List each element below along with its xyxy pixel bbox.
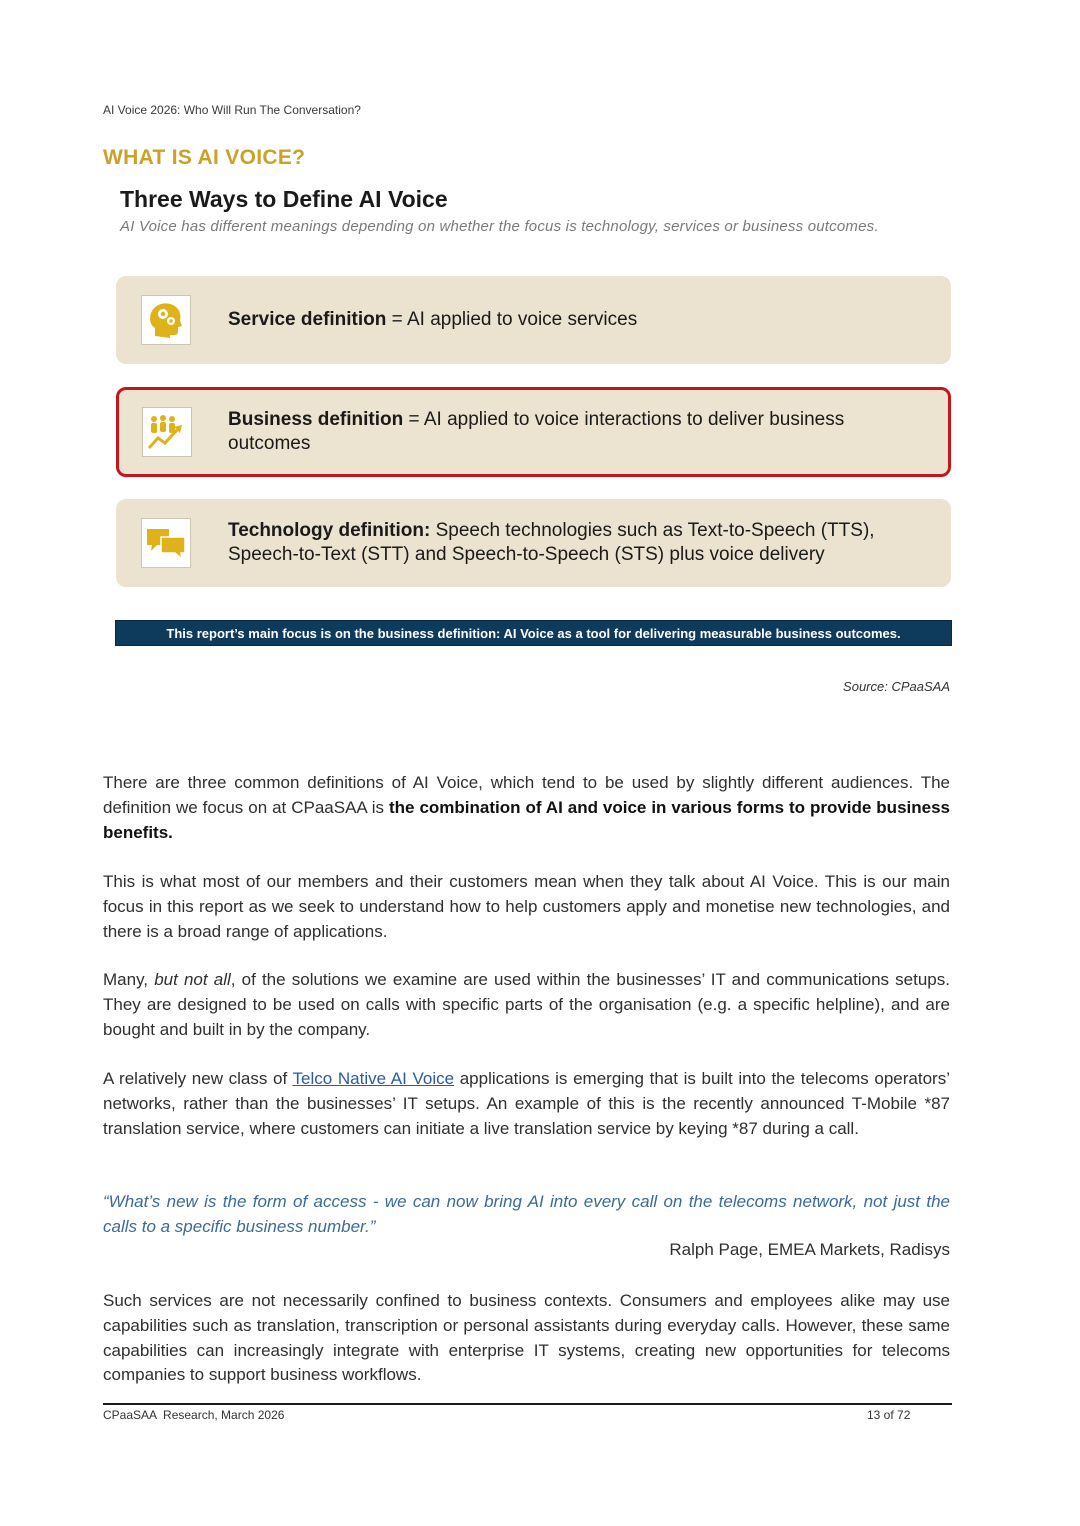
- paragraph-telco-native: [103, 1067, 950, 1141]
- figure-subtitle: AI Voice has different meanings depending on whether the focus is technology, services or business outcomes.: [120, 218, 879, 235]
- paragraph-solutions-start: Many,: [103, 970, 155, 989]
- figure-title: Three Ways to Define AI Voice: [120, 186, 448, 212]
- business-definition-box: [116, 387, 951, 477]
- footer-divider: [103, 1403, 952, 1405]
- footer-page-number: 13 of 72: [867, 1408, 911, 1422]
- section-title: WHAT IS AI VOICE?: [103, 146, 306, 169]
- paragraph-definitions-text: There are three common definitions of AI Voice, which tend to be used by slightly different audiences. The definition we focus on at CPaaSAA is: [103, 773, 950, 817]
- service-definition-label: Service definition: [228, 309, 387, 330]
- business-definition-label: Business definition: [228, 409, 404, 430]
- head-gears-icon: [141, 295, 191, 345]
- paragraph-solutions-rest: , of the solutions we examine are used within the businesses’ IT and communications setups. They are designed to be used on calls with specific parts of the organisation (e.g. a specific helpline), and are bought and built in by the company.: [103, 970, 950, 1039]
- quote-attribution: Ralph Page, EMEA Markets, Radisys: [669, 1240, 950, 1259]
- service-definition-text: [228, 308, 921, 332]
- footer-publisher: CPaaSAA Research, March 2026: [103, 1408, 285, 1422]
- technology-definition-text: [228, 519, 921, 567]
- paragraph-telco-native-rest: applications is emerging that is built into the telecoms operators’ networks, rather than the businesses’ IT setups. An example of this is the recently announced T-Mobile *87 translation service, where customers can initiate a live translation service by keying *87 during a call.: [103, 1069, 950, 1138]
- paragraph-definitions: [103, 771, 950, 845]
- business-definition-separator: =: [403, 409, 424, 430]
- focus-note-bar: This report’s main focus is on the business definition: AI Voice as a tool for delivering measurable business outcomes.: [115, 620, 952, 646]
- paragraph-definitions-emphasis: the combination of AI and voice in various forms to provide business benefits.: [103, 797, 950, 842]
- paragraph-solutions-italic: but not all: [154, 970, 231, 989]
- telco-native-ai-voice-link[interactable]: Telco Native AI Voice: [292, 1069, 455, 1088]
- speech-bubbles-icon: [141, 518, 191, 568]
- paragraph-main-focus: This is what most of our members and their customers mean when they talk about AI Voice. This is our main focus in this report as we seek to understand how to help customers apply and monetise new technologies, and there is a broad range of applications.: [103, 872, 950, 941]
- service-definition-separator: =: [386, 309, 407, 330]
- service-definition-box: [116, 276, 951, 364]
- business-definition-value: AI applied to voice interactions to deliver business outcomes: [228, 409, 845, 454]
- paragraph-services: Such services are not necessarily confined to business contexts. Consumers and employees alike may use capabilities such as translation, transcription or personal assistants during everyday calls. However, these same capabilities can increasingly integrate with enterprise IT systems, creating new opportunities for telecoms companies to support business workflows.: [103, 1291, 950, 1385]
- service-definition-value: AI applied to voice services: [406, 309, 638, 330]
- technology-definition-value: Speech technologies such as Text-to-Speech (TTS), Speech-to-Text (STT) and Speech-to-Speech (STS) plus voice delivery: [228, 520, 875, 565]
- paragraph-solutions: [103, 968, 950, 1042]
- pull-quote: “What’s new is the form of access - we can now bring AI into every call on the telecoms network, not just the calls to a specific business number.”: [103, 1192, 950, 1236]
- technology-definition-box: [116, 499, 951, 587]
- paragraph-telco-native-start: A relatively new class of: [103, 1069, 293, 1088]
- technology-definition-label: Technology definition:: [228, 520, 431, 541]
- figure-source: Source: CPaaSAA: [843, 679, 950, 694]
- people-growth-icon: [142, 407, 192, 457]
- business-definition-text: [228, 408, 918, 456]
- running-header: AI Voice 2026: Who Will Run The Conversation?: [103, 103, 361, 117]
